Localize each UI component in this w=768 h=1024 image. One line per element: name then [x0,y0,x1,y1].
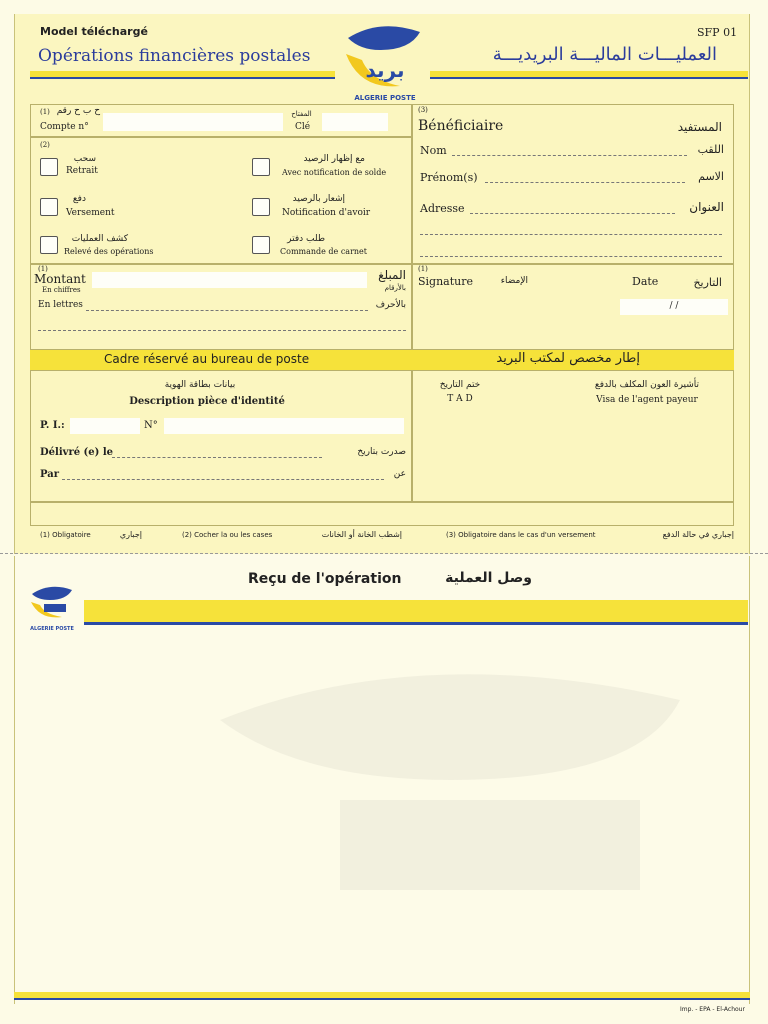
id-number-input[interactable] [164,418,404,434]
beneficiary-title: Bénéficiaire [418,118,504,134]
solde-label-ar: مع إظهار الرصيد [303,154,365,164]
account-label-ar: ح ب ح رقم [56,106,100,116]
title-arabic: العمليـــات الماليـــة البريديـــة [492,44,717,65]
versement-label: Versement [66,208,115,218]
visa-label-ar: تأشيرة العون المكلف بالدفع [594,380,700,390]
par-label: Par [40,469,59,480]
versement-label-ar: دفع [72,194,86,204]
amount-marker: (1) [38,265,48,273]
pi-input[interactable] [70,418,140,434]
signature-marker: (1) [418,265,428,273]
logo-caption: ALGERIE POSTE [354,94,416,102]
releve-checkbox[interactable] [40,236,58,254]
model-label: Model téléchargé [40,25,148,38]
nom-input[interactable] [452,155,687,156]
receipt-banner [84,600,748,622]
amount-figures-input[interactable] [92,272,367,288]
versement-checkbox[interactable] [40,198,58,216]
beneficiary-title-ar: المستفيد [677,120,722,134]
header-rule-left-blue [30,77,335,79]
stamp-label-ar: ختم التاريخ [439,380,481,390]
footnote-3-ar: إجباري في حالة الدفع [662,530,734,539]
adresse-input[interactable] [470,213,675,214]
receipt-logo [28,584,76,622]
office-title: Cadre réservé au bureau de poste [104,352,310,366]
montant-label-ar: المبلغ [378,268,406,282]
retrait-label-ar: سحب [73,154,96,164]
bottom-rule-blue [14,998,750,1000]
adresse-line-3[interactable] [420,256,722,257]
key-input[interactable] [322,113,388,131]
nom-label-ar: اللقب [697,143,724,156]
form-code: SFP 01 [697,26,738,39]
chiffres-label: En chiffres [42,286,81,294]
logo-arabic: بريد [365,58,405,82]
carnet-label-ar: طلب دفتر [287,234,325,244]
account-marker: (1) [40,108,50,116]
par-input[interactable] [62,479,384,480]
nom-label: Nom [420,144,447,157]
printer-credit: Imp. - EPA - El-Achour [680,1006,745,1013]
delivre-label: Délivré (e) le [40,447,114,458]
montant-label: Montant [34,272,86,286]
id-title-ar: بيانات بطاقة الهوية [164,380,236,390]
par-label-ar: عن [393,469,406,479]
amount-words-line-2[interactable] [38,330,406,331]
footnote-2: (2) Cocher la ou les cases [182,531,273,539]
retrait-label: Retrait [66,166,98,176]
beneficiary-marker: (3) [418,106,428,114]
avoir-label: Notification d'avoir [282,208,371,218]
releve-label: Relevé des opérations [64,247,154,256]
office-title-ar: إطار مخصص لمكتب البريد [496,351,640,366]
receipt-logo-caption: ALGERIE POSTE [30,626,74,632]
date-input[interactable]: / / [620,299,728,315]
key-label: Clé [295,122,311,132]
chiffres-label-ar: بالأرقام [384,284,406,292]
retrait-checkbox[interactable] [40,158,58,176]
footnote-1-ar: إجباري [119,530,142,539]
number-label: N° [144,420,158,431]
releve-label-ar: كشف العمليات [71,234,128,244]
footnote-2-ar: إشطب الخانة أو الخانات [321,530,402,539]
account-label: Compte n° [40,122,89,132]
delivre-input[interactable] [112,457,322,458]
date-label-ar: التاريخ [693,276,722,289]
prenom-label-ar: الاسم [698,170,724,183]
id-title: Description pièce d'identité [129,396,285,407]
visa-label: Visa de l'agent payeur [596,395,698,405]
tear-line [0,553,768,554]
amount-words-input[interactable] [86,310,368,311]
title-french: Opérations financières postales [38,46,311,66]
operations-marker: (2) [40,141,50,149]
stamp-label: T A D [447,394,473,404]
signature-area[interactable] [418,300,608,344]
carnet-checkbox[interactable] [252,236,270,254]
pi-label: P. I.: [40,420,65,431]
footnote-1: (1) Obligatoire [40,531,91,539]
date-label: Date [632,275,659,288]
delivre-label-ar: صدرت بتاريخ [357,447,406,457]
footnote-3: (3) Obligatoire dans le cas d'un versement [446,531,596,539]
watermark-logo [120,660,720,960]
spacer-row [30,502,734,526]
signature-label-ar: الإمضاء [500,276,528,286]
lettres-label-ar: بالأحرف [375,300,406,310]
adresse-label-ar: العنوان [689,200,724,214]
receipt-title: Reçu de l'opération [248,571,402,587]
avoir-checkbox[interactable] [252,198,270,216]
header-rule-right-blue [430,77,748,79]
solde-label: Avec notification de solde [282,168,387,177]
prenom-input[interactable] [485,182,685,183]
carnet-label: Commande de carnet [280,247,368,256]
lettres-label: En lettres [38,300,83,310]
receipt-title-ar: وصل العملية [445,570,532,586]
signature-label: Signature [418,275,474,288]
account-number-input[interactable] [103,113,283,131]
receipt-banner-blue [84,622,748,625]
key-label-ar: المفتاح [291,110,312,118]
adresse-line-2[interactable] [420,234,722,235]
adresse-label: Adresse [420,202,465,215]
prenom-label: Prénom(s) [420,171,478,184]
avoir-label-ar: إشعار بالرصيد [292,194,345,204]
solde-checkbox[interactable] [252,158,270,176]
